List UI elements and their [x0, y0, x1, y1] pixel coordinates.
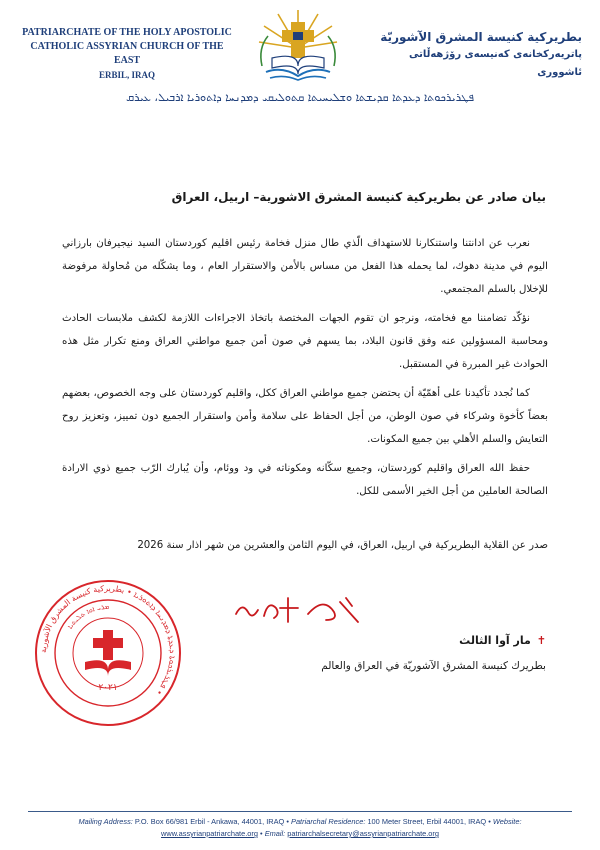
footer-divider	[28, 811, 572, 812]
statement-paragraph: حفظ الله العراق واقليم كوردستان، وجميع سكّانه ومكوناته في ود ووئام، وأن يُبارك الرّب جميع ذوي الارادة الصالحة العاملين من أجل الخير الأسمى للكل.	[62, 463, 548, 497]
handwritten-signature	[228, 592, 368, 628]
seal-cross-icon	[93, 630, 123, 660]
website-link[interactable]: www.assyrianpatriarchate.org	[161, 829, 258, 838]
header-english	[22, 26, 232, 82]
statement-paragraph: نعرب عن ادانتنا واستنكارنا للاستهداف الّذي طال منزل فخامة رئيس اقليم كوردستان السيد نيجيرفان بارزاني اليوم في مدينة دهوك، لما يحمله هذا الفعل من مساس بالأمن والاستقرار العام ، وما يشكّله من مُحاولة مرفوضة للإخلال بالسلم المجتمعي.	[62, 238, 548, 295]
statement-paragraph: نؤكّد تضامننا مع فخامته، ونرجو ان تقوم الجهات المختصة باتخاذ الاجراءات اللازمة لكشف ملابسات الحادث ومحاسبة المسؤولين عنه وفق قانون البلاد، بما يسهم في صون أمن جميع مواطني العراق ومنع تكرار مثل هذه الحوادث غير المبررة في المستقبل.	[62, 313, 548, 370]
footer-contact: Mailing Address: P.O. Box 66/981 Erbil - Ankawa, 44001, IRAQ • Patriarchal Residence: 100 Meter Street, Erbil 44001, IRAQ • Website: www.assyrianpatriarchate.org • Email: patriarchalsecretary@assyrianpatriarchate.org	[78, 817, 522, 838]
header-english-line3: ERBIL, IRAQ	[98, 70, 155, 80]
header-english-line2: CATHOLIC ASSYRIAN CHURCH OF THE EAST	[30, 41, 224, 66]
residence-label: Patriarchal Residence:	[291, 817, 366, 826]
header-arabic-line1: بطريركية كنيسة المشرق الآشوريّة	[380, 30, 582, 44]
signatory-name-text: مار آوا الثالث	[459, 634, 531, 647]
seal-year: ٢٠٢١	[98, 683, 118, 693]
patriarchate-logo-icon	[256, 8, 340, 82]
issued-date-line: صدر عن القلاية البطريركية في اربيل، العراق، في اليوم الثامن والعشرين من شهر اذار سنة 2026	[137, 540, 548, 551]
mailing-label: Mailing Address:	[78, 817, 133, 826]
website-label: Website:	[492, 817, 522, 826]
header-kurdish-line: پاتريەرکخانەی کەنیسەی رۆژهەڵاتی ئاشووری	[408, 49, 582, 78]
header-english-line1: PATRIARCHATE OF THE HOLY APOSTOLIC	[22, 27, 232, 38]
svg-text:ܡܪܝ ܐܘܐ ܬܠܝܬܝܐ	[66, 603, 110, 631]
residence-address: 100 Meter Street, Erbil 44001, IRAQ •	[367, 817, 491, 826]
signatory-name	[459, 634, 546, 647]
statement-title: بيان صادر عن بطريركية كنيسة المشرق الاشورية– اربيل، العراق	[171, 190, 546, 204]
mailing-address: P.O. Box 66/981 Erbil - Ankawa, 44001, IRAQ •	[134, 817, 289, 826]
header-syriac-line: ܦܛܪܝܪܟܘܬܐ ܕܥܕܬܐ ܩܕܝܫܬܐ ܘܫܠܝܚܝܬܐ ܩܬܘܠܝܩܝ ܕܡܕܢܚܐ ܕܐܬܘܪܝܐ ܐܪܒܝܠ، ܥܝܪܩ	[125, 91, 475, 104]
header-arabic	[372, 28, 582, 82]
seal-book-icon	[85, 660, 131, 676]
patriarchal-seal-stamp	[33, 578, 183, 728]
seal-outer-text: ܦܛܪܝܪܟܘܬܐ ܕܥܕܬܐ ܕܡܕܢܚܐ ܕܐܬܘܪܝܐ • بطريركية كنيسة المشرق الآشورية •	[38, 583, 178, 697]
statement-paragraph: كما نُجدد تأكيدنا على أهمّيّة أن يحتضن جميع مواطني العراق ككل، واقليم كوردستان على وجه الخصوص، بعضهم بعضاً كأخوة وشركاء في صون الوطن، من أجل الحفاظ على سلامة وأمن واستقرار الجميع دون تمييز، وتعزيز روح التعايش والسلم الأهلي بين جميع المكونات.	[62, 388, 548, 445]
email-link[interactable]: patriarchalsecretary@assyrianpatriarchate.org	[287, 829, 439, 838]
email-label: Email:	[264, 829, 286, 838]
signatory-title: بطريرك كنيسة المشرق الآشوريّة في العراق والعالم	[321, 660, 546, 672]
cross-icon: ✝	[536, 634, 546, 647]
seal-inner-text: ܡܪܝ ܐܘܐ ܬܠܝܬܝܐ	[65, 602, 110, 631]
statement-body	[62, 232, 548, 509]
